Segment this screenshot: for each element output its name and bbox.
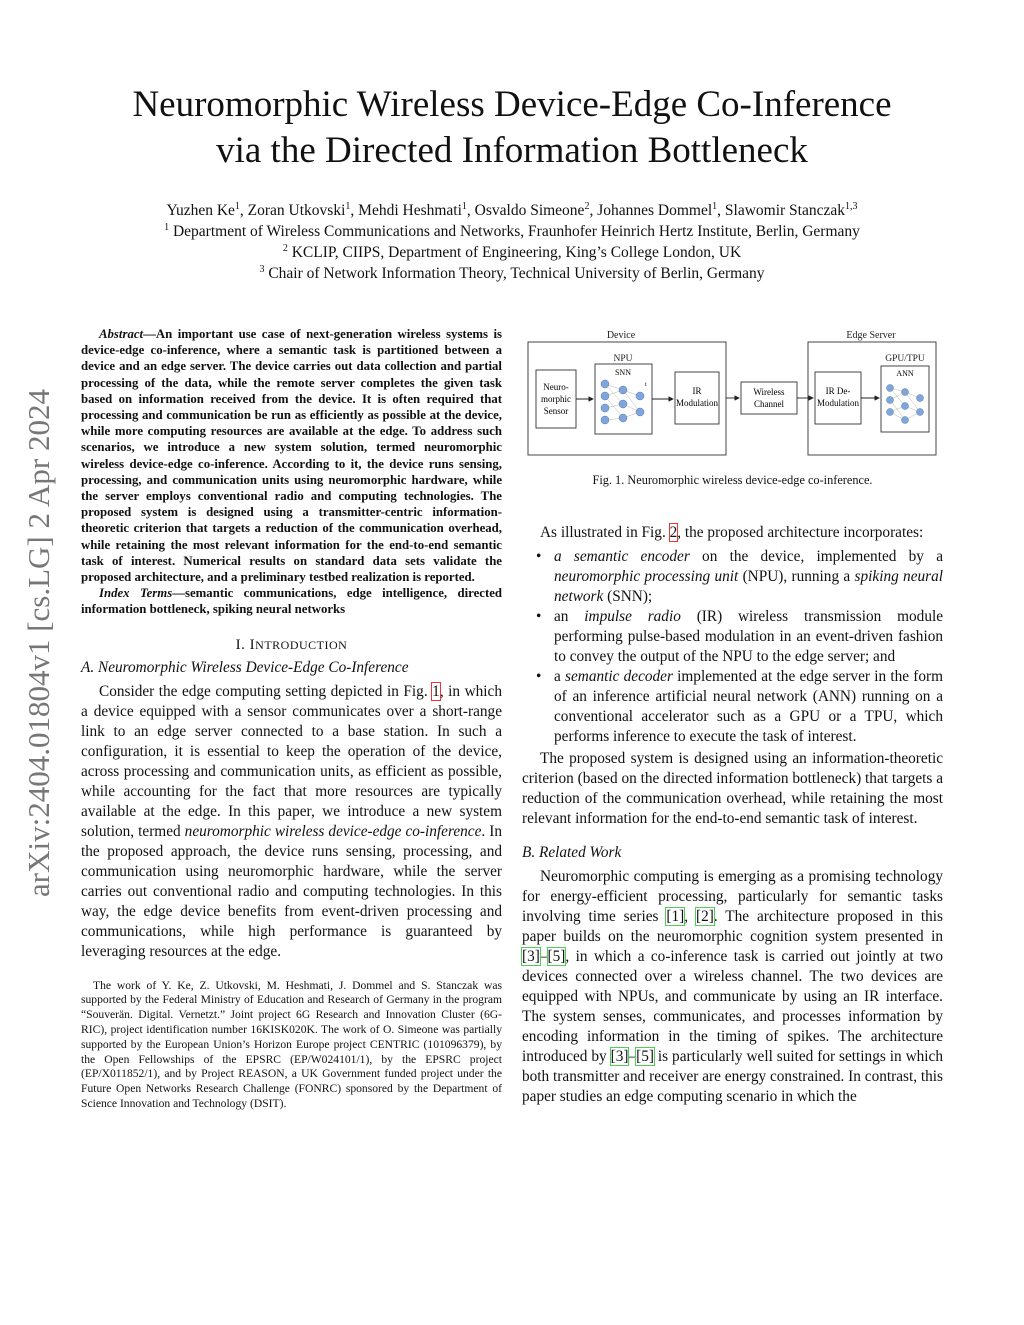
author-block <box>0 200 1024 284</box>
sensor-text: morphic <box>541 394 571 404</box>
affiliation-1 <box>0 221 1024 242</box>
author-name: Mehdi Heshmati <box>358 202 462 219</box>
author-aff: 1,3 <box>845 201 858 212</box>
funding-footnote: The work of Y. Ke, Z. Utkovski, M. Heshmati, J. Dommel and S. Stanczak was supported by the Federal Ministry of Education and Research of Germany in the program “Souverän. Digital. Vernetzt.” Joint project 6G Research and Innovation Cluster (6G-RIC), project identification number 16KISK020K. The work of O. Simeone was partially supported by the European Union’s Horizon Europe project CENTRIC (101096379), by the Open Fellowships of the EPSRC (EP/W024101/1), by the EPSRC project (EP/X011852/1), and by Project REASON, a UK Government funded project under the Future Open Networks Research Challenge (FONRC) sponsored by the Department of Science Innovation and Technology (DSIT). <box>81 978 502 1111</box>
list-item-semantic-decoder <box>522 667 943 747</box>
section-number: I. <box>235 636 246 653</box>
spike-axis-label: t <box>645 382 647 388</box>
affiliation-3 <box>0 263 1024 284</box>
arxiv-identifier: arXiv:2404.01804v1 [cs.LG] 2 Apr 2024 <box>21 389 56 897</box>
affiliation-text: KCLIP, CIIPS, Department of Engineering, King’s College London, UK <box>291 244 742 261</box>
text-run: – <box>539 948 548 965</box>
arxiv-sidebar <box>14 338 64 948</box>
channel-text: Channel <box>754 399 784 409</box>
subsection-heading-b: B. Related Work <box>522 844 622 861</box>
text-run: (IR) wireless transmission module performing pulse-based modulation in an event-driven fashion to convey the output of the NPU to the edge server; and <box>554 608 944 665</box>
sensor-text: Neuro- <box>543 382 569 392</box>
index-terms <box>81 585 502 617</box>
architecture-list <box>522 547 943 747</box>
subsection-heading-a: A. Neuromorphic Wireless Device-Edge Co-Inference <box>81 658 409 676</box>
sensor-text: Sensor <box>543 406 569 416</box>
npu-label: NPU <box>613 354 633 364</box>
author-name: Johannes Dommel <box>597 202 713 219</box>
ir-demod-text: Modulation <box>817 398 859 408</box>
affiliation-text: Department of Wireless Communications and Networks, Fraunhofer Heinrich Hertz Institute, Berlin, Germany <box>172 223 860 240</box>
left-column <box>81 326 502 1112</box>
citation-5[interactable]: [5] <box>547 948 566 965</box>
title-line-2: via the Directed Information Bottleneck <box>216 130 808 171</box>
text-run: is particularly well suited for settings in which both transmitter and receiver are energy constrained. In contrast, this paper studies an edge computing scenario in which the <box>522 1048 943 1105</box>
right-column <box>522 523 943 1107</box>
title-line-1: Neuromorphic Wireless Device-Edge Co-Inference <box>132 84 892 125</box>
fig1-link[interactable]: 1 <box>432 682 440 700</box>
list-item-impulse-radio <box>522 607 943 667</box>
text-run: on the device, implemented by a <box>689 548 943 565</box>
citation-5[interactable]: [5] <box>636 1048 654 1065</box>
text-run: (SNN); <box>603 588 653 605</box>
author-aff: 1 <box>461 201 467 212</box>
abstract-label: Abstract <box>99 327 144 341</box>
text-run: – <box>628 1048 637 1065</box>
snn-label: SNN <box>614 368 632 377</box>
text-run: Consider the edge computing setting depicted in Fig. <box>99 682 433 700</box>
text-run: (NPU), running a <box>738 568 855 585</box>
text-run: an <box>554 608 585 625</box>
author-name: Osvaldo Simeone <box>474 202 585 219</box>
emphasis: impulse radio <box>584 608 681 625</box>
device-label: Device <box>606 330 636 341</box>
ann-edge <box>890 412 905 420</box>
citation-3[interactable]: [3] <box>610 1048 629 1065</box>
related-work-paragraph <box>522 867 943 1107</box>
list-item-semantic-encoder <box>522 547 943 607</box>
author-aff: 1 <box>712 201 718 212</box>
section-title-rest: NTRODUCTION <box>255 637 348 652</box>
text-run: a <box>554 668 566 685</box>
text-run: implemented at the edge server in the form of an inference artificial neural network (ANN) running on a conventional accelerator such as a GPU or a TPU, which performs inference to execute the task of interest. <box>554 668 943 745</box>
figure-1-caption: Fig. 1. Neuromorphic wireless device-edge co-inference. <box>592 473 873 487</box>
figure-1-diagram <box>527 328 938 465</box>
author-name: Zoran Utkovski <box>247 202 346 219</box>
paper-title <box>0 82 1024 174</box>
text-run: Neuromorphic computing is emerging as a promising technology for energy-efficient processing, particularly for semantic tasks involving time series <box>522 868 943 925</box>
emphasis: spiking neural network <box>554 568 943 605</box>
ann-edge <box>905 412 920 420</box>
author-aff: 2 <box>584 201 590 212</box>
citation-3[interactable]: [3] <box>522 948 540 965</box>
text-run: . The architecture proposed in this paper builds on the neuromorphic cognition system presented in <box>522 908 943 945</box>
abstract-text: —An important use case of next-generation wireless systems is device-edge co-inference, where a semantic task is partitioned between a device and an edge server. The device carries out data collection and partial processing of the data, while the remote server completes the given task based on information received from the device. It is often required that processing and communication be run as efficiently as possible at the device, while more computing resources are available at the edge. To address such scenarios, we introduce a new system solution, termed neuromorphic wireless device-edge co-inference. According to it, the device runs sensing, processing, and communication units using neuromorphic hardware, while the server employs conventional radio and computing technologies. The proposed system is designed using a transmitter-centric information-theoretic criterion that targets a reduction of the communication overhead, while retaining the most relevant information for the end-to-end semantic task of interest. Numerical results on standard data sets validate the proposed architecture, and a preliminary testbed realization is reported. <box>81 327 502 585</box>
text-run: , in which a device equipped with a sensor communicates over a short-range link to an edge server connected to a base station. In such a configuration, it is essential to keep the operation of the device, across processing and communication units, as efficient as possible, while accounting for the fact that more resources are typically available at the edge. In this paper, we introduce a new system solution, termed <box>81 682 502 840</box>
ir-mod-text: IR <box>692 386 702 396</box>
citation-2[interactable]: [2] <box>696 908 714 925</box>
text-run: , <box>684 908 696 925</box>
text-run: . In the proposed approach, the device runs sensing, processing, and communication using neuromorphic hardware, while the server carries out conventional radio and computing technologies. In this way, the edge device benefits from event-driven processing and communications, while high performance is guaranteed by leveraging resources at the edge. <box>81 822 502 960</box>
ir-demod-text: IR De- <box>825 386 851 396</box>
citation-1[interactable]: [1] <box>666 908 685 925</box>
index-terms-label: Index Terms <box>99 586 173 601</box>
ann-edge <box>890 392 905 400</box>
fig2-link[interactable]: 2 <box>669 524 678 541</box>
edge-server-label: Edge Server <box>846 330 896 341</box>
ir-mod-text: Modulation <box>676 398 718 408</box>
affiliation-num: 3 <box>259 264 265 275</box>
channel-text: Wireless <box>753 387 785 397</box>
author-name: Yuzhen Ke <box>166 202 235 219</box>
text-run: As illustrated in Fig. <box>540 524 670 541</box>
section-title-initial: I <box>249 636 256 653</box>
abstract <box>81 326 502 585</box>
author-aff: 1 <box>345 201 351 212</box>
snn-edge <box>623 404 640 412</box>
text-run: , in which a co-inference task is carried out jointly at two devices connected over a wireless channel. The two devices are equipped with NPUs, and communicate by using an IR interface. The system senses, communicates, and processes information by encoding information in the timing of spikes. The architecture introduced by <box>522 948 943 1065</box>
affiliation-text: Chair of Network Information Theory, Technical University of Berlin, Germany <box>268 265 765 282</box>
architecture-intro <box>522 523 943 543</box>
intro-paragraph <box>81 682 502 962</box>
affiliation-2 <box>0 242 1024 263</box>
emphasis: a semantic encoder <box>554 548 690 565</box>
author-name: Slawomir Stanczak <box>724 202 845 219</box>
affiliation-num: 1 <box>164 222 170 233</box>
emphasis: neuromorphic processing unit <box>554 568 739 585</box>
author-aff: 1 <box>234 201 240 212</box>
text-run: , the proposed architecture incorporates: <box>677 524 924 541</box>
ann-label: ANN <box>896 369 914 378</box>
author-names: Yuzhen Ke$^1$, Zoran Utkovski$^1$, Mehdi Heshmati$^1$, Osvaldo Simeone$^2$, Johannes Dommel$^1$, Slawomir Stanczak$^{1,3}$ <box>166 201 858 219</box>
section-heading-introduction <box>81 635 502 655</box>
affiliation-num: 2 <box>282 243 288 254</box>
emphasis: semantic decoder <box>565 668 673 685</box>
emphasis: neuromorphic wireless device-edge co-inference <box>184 822 482 840</box>
gpu-tpu-label: GPU/TPU <box>885 354 925 364</box>
index-terms-text: —semantic communications, edge intelligence, directed information bottleneck, spiking neural networks <box>81 586 503 617</box>
design-paragraph: The proposed system is designed using an information-theoretic criterion (based on the directed information bottleneck) that targets a reduction of the communication overhead, while retaining the most relevant information for the end-to-end semantic task of interest. <box>522 750 943 827</box>
